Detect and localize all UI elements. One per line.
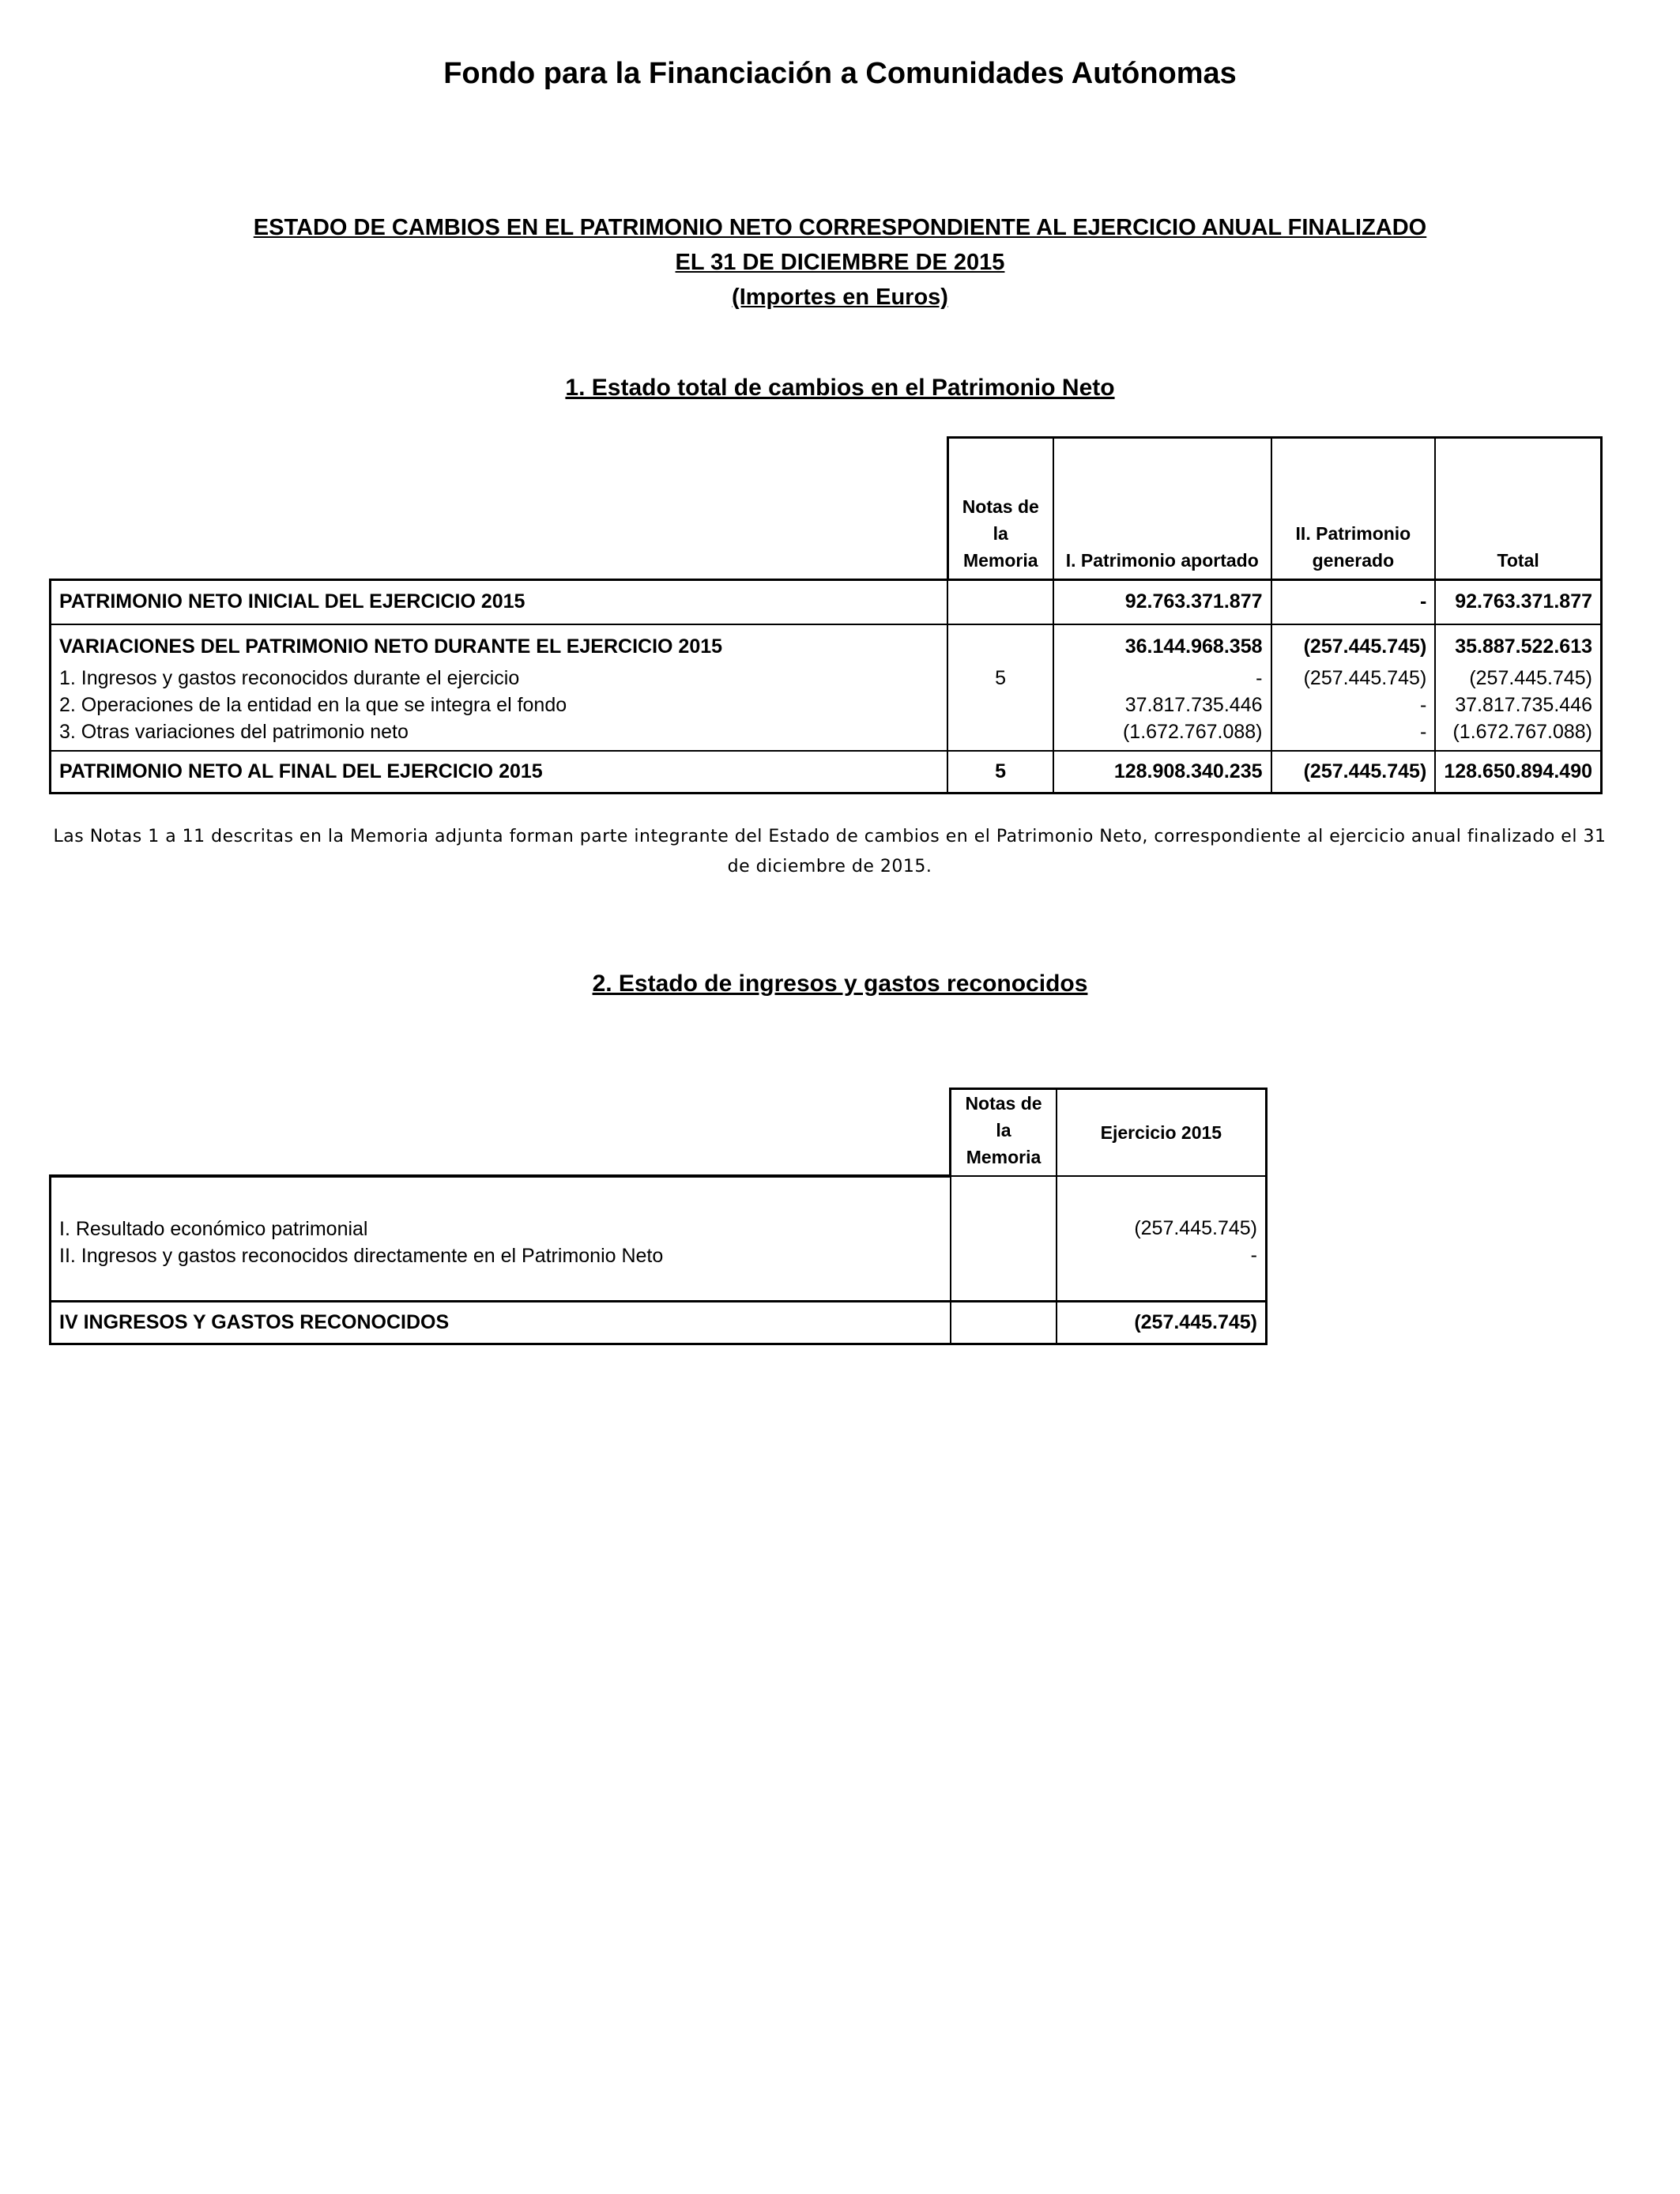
list-item-generado: - bbox=[1419, 720, 1427, 743]
row-aportado: 92.763.371.877 bbox=[1053, 580, 1271, 624]
section2-title: 2. Estado de ingresos y gastos reconocidos bbox=[592, 971, 1088, 997]
row-total bbox=[51, 1301, 1267, 1344]
header-ejercicio: Ejercicio 2015 bbox=[1057, 1089, 1267, 1177]
row-value: (257.445.745) bbox=[1057, 1301, 1267, 1344]
list-item-aportado: (1.672.767.088) bbox=[1122, 720, 1263, 743]
changes-equity-table bbox=[49, 436, 1603, 794]
document-title: Fondo para la Financiación a Comunidades Autónomas bbox=[443, 57, 1237, 90]
variaciones-generado: (257.445.745) bbox=[1303, 635, 1427, 658]
row-items bbox=[51, 1176, 1267, 1301]
list-item: 3. Otras variaciones del patrimonio neto bbox=[59, 720, 409, 743]
header-total: Total bbox=[1435, 438, 1601, 580]
variaciones-label: VARIACIONES DEL PATRIMONIO NETO DURANTE EL EJERCICIO 2015 bbox=[59, 635, 723, 658]
row-generado: (257.445.745) bbox=[1271, 751, 1436, 794]
list-item-aportado: - bbox=[1256, 666, 1263, 689]
table-header-row bbox=[51, 438, 1602, 580]
statement-heading-line1: ESTADO DE CAMBIOS EN EL PATRIMONIO NETO CORRESPONDIENTE AL EJERCICIO ANUAL FINALIZADO bbox=[253, 215, 1427, 240]
list-item-total: 37.817.735.446 bbox=[1455, 693, 1592, 716]
list-item: 1. Ingresos y gastos reconocidos durante el ejercicio bbox=[59, 666, 520, 689]
statement-heading-line2: EL 31 DE DICIEMBRE DE 2015 bbox=[675, 250, 1005, 275]
list-item-generado: - bbox=[1419, 693, 1427, 716]
variaciones-total: 35.887.522.613 bbox=[1455, 635, 1592, 658]
row-patrimonio-final bbox=[51, 751, 1602, 794]
section1-title: 1. Estado total de cambios en el Patrimonio Neto bbox=[565, 375, 1115, 401]
row-patrimonio-inicial bbox=[51, 580, 1602, 624]
row-label: PATRIMONIO NETO INICIAL DEL EJERCICIO 2015 bbox=[51, 580, 948, 624]
header-patrimonio-generado: II. Patrimonio generado bbox=[1271, 438, 1436, 580]
table-header-row bbox=[51, 1089, 1267, 1177]
row-label: PATRIMONIO NETO AL FINAL DEL EJERCICIO 2015 bbox=[51, 751, 948, 794]
variaciones-aportado: 36.144.968.358 bbox=[1124, 635, 1263, 658]
list-item: I. Resultado económico patrimonial bbox=[59, 1218, 368, 1240]
income-expense-table bbox=[49, 1088, 1268, 1345]
list-item-generado: (257.445.745) bbox=[1303, 666, 1427, 689]
list-item-value: - bbox=[1250, 1244, 1257, 1266]
list-item-nota: 5 bbox=[995, 666, 1006, 689]
list-item-total: (257.445.745) bbox=[1469, 666, 1592, 689]
list-item: II. Ingresos y gastos reconocidos directamente en el Patrimonio Neto bbox=[59, 1245, 664, 1267]
header-notas: Notas de la Memoria bbox=[947, 438, 1053, 580]
footnote: Las Notas 1 a 11 descritas en la Memoria adjunta forman parte integrante del Estado de cambios en el Patrimonio Neto, correspondiente al ejercicio anual finalizado el 31 de diciembre de 2015. bbox=[53, 827, 1607, 876]
row-aportado: 128.908.340.235 bbox=[1053, 751, 1271, 794]
list-item-aportado: 37.817.735.446 bbox=[1124, 693, 1263, 716]
row-total: 92.763.371.877 bbox=[1435, 580, 1601, 624]
statement-heading-line3: (Importes en Euros) bbox=[732, 285, 948, 310]
list-item: 2. Operaciones de la entidad en la que se integra el fondo bbox=[59, 693, 567, 716]
row-nota: 5 bbox=[947, 751, 1053, 794]
list-item-value: (257.445.745) bbox=[1134, 1217, 1257, 1239]
row-generado: - bbox=[1271, 580, 1436, 624]
list-item-total: (1.672.767.088) bbox=[1452, 720, 1592, 743]
row-nota bbox=[947, 580, 1053, 624]
row-total: 128.650.894.490 bbox=[1435, 751, 1601, 794]
row-variaciones bbox=[51, 624, 1602, 751]
row-label: IV INGRESOS Y GASTOS RECONOCIDOS bbox=[51, 1301, 951, 1344]
header-notas: Notas de la Memoria bbox=[951, 1089, 1057, 1177]
header-patrimonio-aportado: I. Patrimonio aportado bbox=[1053, 438, 1271, 580]
